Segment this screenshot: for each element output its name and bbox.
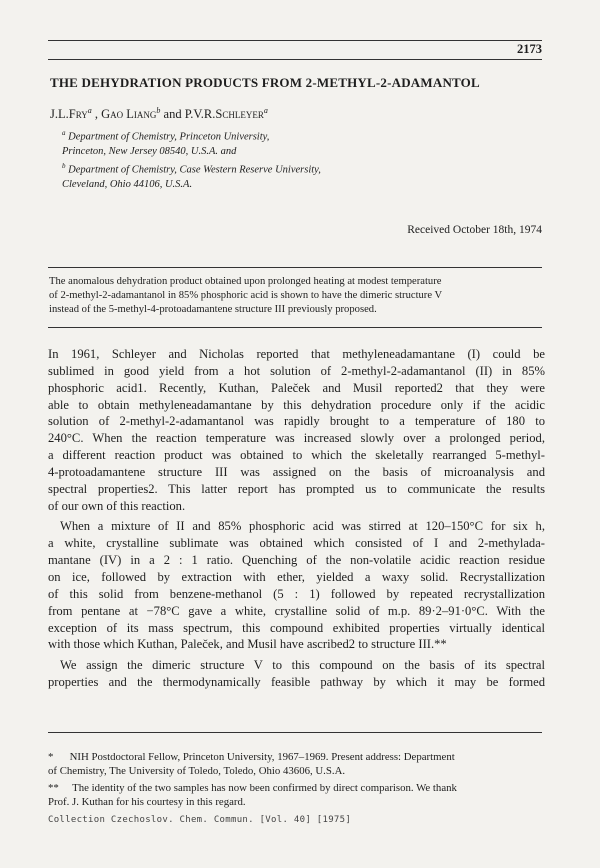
- body-line: In 1961, Schleyer and Nicholas reported that methyleneadamantane (I) could be: [48, 347, 545, 361]
- author-separator-1: ,: [91, 107, 102, 122]
- affiliation-line: [62, 159, 482, 178]
- author-1-surname: Fry: [68, 107, 88, 122]
- body-line: 240°C. When the reaction temperature was increased slowly over a prolonged period,: [48, 431, 545, 446]
- body-line: able to obtain methyleneadamantane by this dehydration procedure only if the acidic: [48, 397, 545, 412]
- abstract-rule-bottom: [48, 327, 542, 328]
- body-text: [48, 346, 545, 691]
- body-line: properties and the thermodynamically feasible pathway by which it may be formed: [48, 675, 545, 690]
- abstract-line: of 2-methyl-2-adamantanol in 85% phosphoric acid is shown to have the dimeric structure V: [49, 290, 443, 302]
- author-2-affiliation-mark: b: [156, 106, 161, 115]
- footnote-line: ** The identity of the two samples has now been confirmed by direct comparison. We thank: [48, 782, 457, 794]
- body-line: of our own of this reaction.: [48, 498, 186, 513]
- affiliation-text: Department of Chemistry, Case Western Reserve University,: [65, 164, 321, 176]
- body-line: We assign the dimeric structure V to this compound on the basis of its spectral: [60, 658, 545, 673]
- footnotes: [48, 750, 545, 809]
- footnote-line: of Chemistry, The University of Toledo, Toledo, Ohio 43606, U.S.A.: [48, 765, 346, 777]
- page-number: 2173: [517, 42, 542, 56]
- received-date: Received October 18th, 1974: [407, 224, 542, 236]
- body-line: on ice, followed by extraction with ether, yielded a waxy solid. Recrystallization: [48, 569, 545, 584]
- affiliation-mark: a: [62, 129, 66, 137]
- abstract-line: The anomalous dehydration product obtained upon prolonged heating at modest temperature: [49, 276, 442, 287]
- affiliation-text: Princeton, New Jersey 08540, U.S.A. and: [62, 145, 237, 157]
- author-1-initials: J.L.: [50, 107, 69, 122]
- affiliations: [62, 126, 482, 192]
- author-3-initials: P.V.R.: [184, 107, 216, 122]
- body-line: from pentane at −78°C gave a white, crystalline solid of m.p. 89·2–91·0°C. With the: [48, 603, 545, 618]
- article-title: THE DEHYDRATION PRODUCTS FROM 2-METHYL-2-ADAMANTOL: [50, 75, 480, 90]
- footnote-rule: [48, 732, 542, 733]
- affiliation-line: [62, 126, 482, 145]
- body-line: spectral properties2. This latter report has prompted us to communicate the results: [48, 481, 545, 496]
- body-line: 4-protoadamantene structure III was assigned on the basis of microanalysis and: [48, 464, 545, 479]
- author-2-given-name: Gao: [101, 107, 127, 122]
- author-separator-2: and: [160, 107, 185, 122]
- footnote-line: Prof. J. Kuthan for his courtesy in this regard.: [48, 796, 246, 808]
- body-line: with those which Kuthan, Paleček, and Musil have ascribed2 to structure III.**: [48, 637, 447, 652]
- abstract-line: instead of the 5-methyl-4-protoadamantene structure III previously proposed.: [49, 304, 377, 316]
- affiliation-text: Department of Chemistry, Princeton University,: [65, 131, 270, 143]
- body-line: phosphoric acid1. Recently, Kuthan, Paleček and Musil reported2 that they were: [48, 380, 545, 395]
- author-2-surname: Liang: [126, 107, 157, 122]
- body-line: solution of 2-methyl-2-adamantanol was rapidly brought to a temperature of 180 to: [48, 414, 545, 429]
- author-list: [50, 106, 268, 122]
- abstract-rule-top: [48, 267, 542, 268]
- author-3-affiliation-mark: a: [263, 106, 268, 115]
- affiliation-text: Cleveland, Ohio 44106, U.S.A.: [62, 178, 193, 190]
- body-line: sublimed in good yield from a hot solution of 2-methyl-2-adamantanol (II) in 85%: [48, 363, 545, 378]
- affiliation-line: [62, 178, 482, 192]
- header-rule-top: [48, 40, 542, 41]
- author-1-affiliation-mark: a: [87, 106, 92, 115]
- body-line: a different reaction product was obtained to which the skeletally rearranged 5-methyl-: [48, 448, 545, 463]
- body-line: a white, crystalline sublimate was obtained which consisted of I and 2-methylada-: [48, 536, 545, 551]
- abstract: [49, 275, 545, 318]
- body-line: of this solid from benzene-methanol (5 : 1) followed by repeated recrystallization: [48, 586, 545, 601]
- author-3-surname: Schleyer: [215, 107, 264, 122]
- journal-citation-footer: Collection Czechoslov. Chem. Commun. [Vol. 40] [1975]: [48, 815, 352, 825]
- body-line: When a mixture of II and 85% phosphoric acid was stirred at 120–150°C for six h,: [60, 519, 545, 534]
- footnote-line: * NIH Postdoctoral Fellow, Princeton University, 1967–1969. Present address: Department: [48, 751, 455, 763]
- header-rule-bottom: [48, 59, 542, 60]
- affiliation-mark: b: [62, 161, 66, 170]
- body-line: mantane (IV) in a 2 : 1 ratio. Quenching of the non-volatile acidic reaction residue: [48, 553, 545, 568]
- body-line: exception of its mass spectrum, this compound exhibited properties virtually identical: [48, 620, 545, 635]
- affiliation-line: [62, 145, 482, 159]
